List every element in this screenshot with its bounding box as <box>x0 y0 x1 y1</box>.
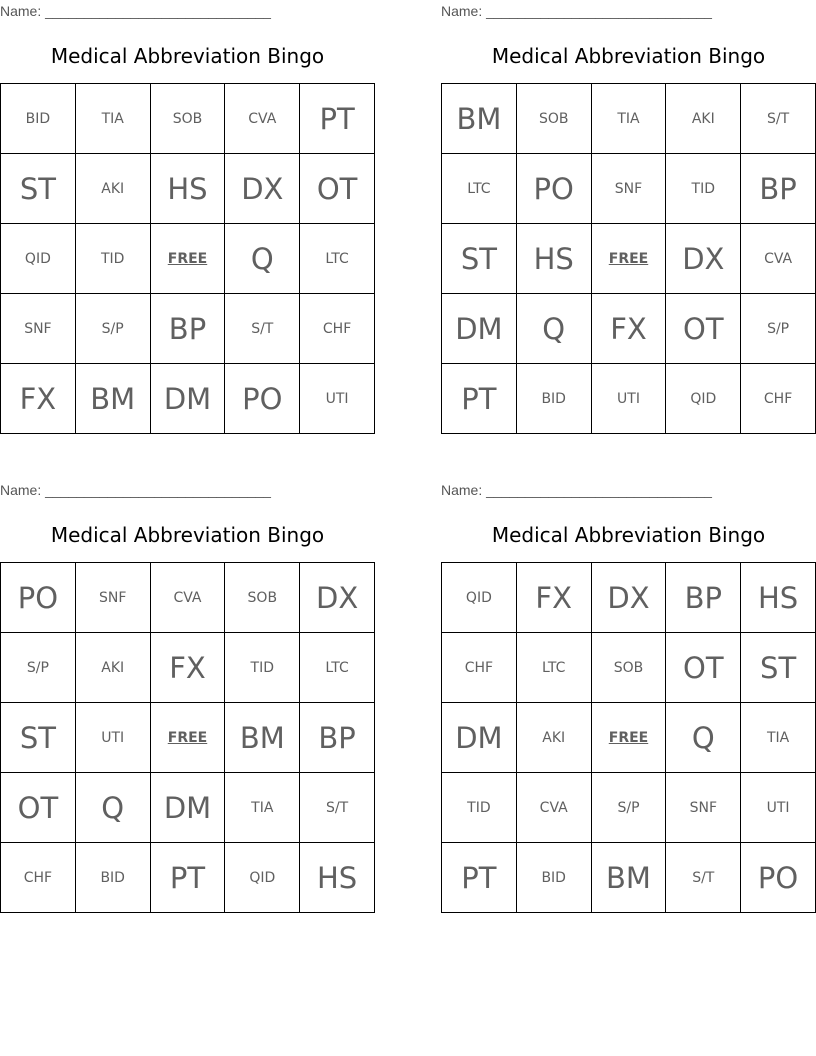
bingo-cell: FX <box>517 563 592 633</box>
bingo-cell: SNF <box>666 773 741 843</box>
bingo-cell: DM <box>151 773 226 843</box>
bingo-cell: LTC <box>442 154 517 224</box>
bingo-cell: BID <box>517 364 592 434</box>
card-title: Medical Abbreviation Bingo <box>50 44 325 68</box>
bingo-cell: BP <box>300 703 375 773</box>
bingo-cell: SOB <box>517 84 592 154</box>
bingo-cell: CVA <box>225 84 300 154</box>
bingo-cell: Q <box>666 703 741 773</box>
free-space-cell: FREE <box>151 703 226 773</box>
bingo-cell: BID <box>517 843 592 913</box>
bingo-cell: BP <box>151 294 226 364</box>
bingo-cell: CVA <box>517 773 592 843</box>
bingo-card-1 <box>0 0 375 430</box>
bingo-cell: AKI <box>76 154 151 224</box>
bingo-cell: S/P <box>76 294 151 364</box>
name-line: Name: _____________________________ <box>0 3 271 19</box>
bingo-grid <box>441 562 816 913</box>
bingo-cell: CVA <box>151 563 226 633</box>
bingo-cell: LTC <box>300 224 375 294</box>
bingo-cell: BM <box>592 843 667 913</box>
bingo-cell: UTI <box>592 364 667 434</box>
bingo-cell: ST <box>1 703 76 773</box>
bingo-cell: SNF <box>76 563 151 633</box>
bingo-cell: S/P <box>1 633 76 703</box>
bingo-cell: QID <box>666 364 741 434</box>
bingo-cell: HS <box>300 843 375 913</box>
bingo-cell: TIA <box>76 84 151 154</box>
bingo-cell: AKI <box>666 84 741 154</box>
bingo-card-3 <box>0 479 375 909</box>
bingo-cell: UTI <box>741 773 816 843</box>
free-space-cell: FREE <box>151 224 226 294</box>
bingo-cell: S/T <box>666 843 741 913</box>
bingo-cell: AKI <box>517 703 592 773</box>
bingo-cell: CHF <box>741 364 816 434</box>
bingo-cell: SNF <box>592 154 667 224</box>
bingo-grid <box>0 562 375 913</box>
bingo-cell: FX <box>592 294 667 364</box>
bingo-cell: HS <box>151 154 226 224</box>
bingo-cell: ST <box>1 154 76 224</box>
bingo-cell: LTC <box>517 633 592 703</box>
bingo-cell: DM <box>151 364 226 434</box>
bingo-cell: PO <box>741 843 816 913</box>
free-space-cell: FREE <box>592 224 667 294</box>
bingo-cell: CHF <box>442 633 517 703</box>
bingo-cell: TID <box>442 773 517 843</box>
bingo-cell: Q <box>225 224 300 294</box>
bingo-cell: DX <box>300 563 375 633</box>
bingo-cell: DX <box>666 224 741 294</box>
bingo-card-4 <box>441 479 816 909</box>
bingo-cell: CHF <box>300 294 375 364</box>
bingo-cell: DX <box>225 154 300 224</box>
card-title: Medical Abbreviation Bingo <box>491 44 766 68</box>
bingo-cell: SOB <box>592 633 667 703</box>
bingo-card-2 <box>441 0 816 430</box>
bingo-cell: BM <box>225 703 300 773</box>
bingo-cell: BM <box>442 84 517 154</box>
bingo-cell: BP <box>666 563 741 633</box>
name-line: Name: _____________________________ <box>441 482 712 498</box>
bingo-cell: DM <box>442 294 517 364</box>
bingo-cell: PT <box>300 84 375 154</box>
bingo-cell: PO <box>517 154 592 224</box>
bingo-cell: CVA <box>741 224 816 294</box>
bingo-cell: PO <box>225 364 300 434</box>
bingo-cell: TIA <box>592 84 667 154</box>
bingo-cell: PT <box>442 364 517 434</box>
bingo-cell: S/T <box>225 294 300 364</box>
bingo-cell: QID <box>442 563 517 633</box>
free-space-cell: FREE <box>592 703 667 773</box>
bingo-cell: PT <box>442 843 517 913</box>
bingo-cell: OT <box>300 154 375 224</box>
bingo-cell: QID <box>225 843 300 913</box>
bingo-cell: TIA <box>741 703 816 773</box>
bingo-cell: TIA <box>225 773 300 843</box>
bingo-cell: S/T <box>741 84 816 154</box>
name-line: Name: _____________________________ <box>0 482 271 498</box>
bingo-cell: S/P <box>741 294 816 364</box>
bingo-grid <box>441 83 816 434</box>
bingo-cell: PT <box>151 843 226 913</box>
bingo-cell: AKI <box>76 633 151 703</box>
bingo-cell: Q <box>76 773 151 843</box>
bingo-cell: FX <box>1 364 76 434</box>
bingo-cell: HS <box>741 563 816 633</box>
bingo-cell: TID <box>76 224 151 294</box>
bingo-cell: DX <box>592 563 667 633</box>
bingo-cell: OT <box>1 773 76 843</box>
bingo-cell: DM <box>442 703 517 773</box>
bingo-cell: TID <box>666 154 741 224</box>
bingo-cell: HS <box>517 224 592 294</box>
bingo-cell: FX <box>151 633 226 703</box>
bingo-cell: QID <box>1 224 76 294</box>
bingo-cell: S/P <box>592 773 667 843</box>
bingo-cell: ST <box>741 633 816 703</box>
bingo-cell: BID <box>76 843 151 913</box>
bingo-cell: UTI <box>300 364 375 434</box>
bingo-cell: SOB <box>225 563 300 633</box>
bingo-cell: UTI <box>76 703 151 773</box>
bingo-cell: Q <box>517 294 592 364</box>
bingo-cell: ST <box>442 224 517 294</box>
bingo-cell: BM <box>76 364 151 434</box>
name-line: Name: _____________________________ <box>441 3 712 19</box>
bingo-cell: PO <box>1 563 76 633</box>
card-title: Medical Abbreviation Bingo <box>50 523 325 547</box>
bingo-cell: SNF <box>1 294 76 364</box>
card-title: Medical Abbreviation Bingo <box>491 523 766 547</box>
bingo-cell: S/T <box>300 773 375 843</box>
bingo-cell: SOB <box>151 84 226 154</box>
bingo-cell: BP <box>741 154 816 224</box>
bingo-cell: TID <box>225 633 300 703</box>
bingo-cell: LTC <box>300 633 375 703</box>
bingo-grid <box>0 83 375 434</box>
bingo-cell: BID <box>1 84 76 154</box>
bingo-cell: OT <box>666 294 741 364</box>
bingo-cell: OT <box>666 633 741 703</box>
bingo-cell: CHF <box>1 843 76 913</box>
